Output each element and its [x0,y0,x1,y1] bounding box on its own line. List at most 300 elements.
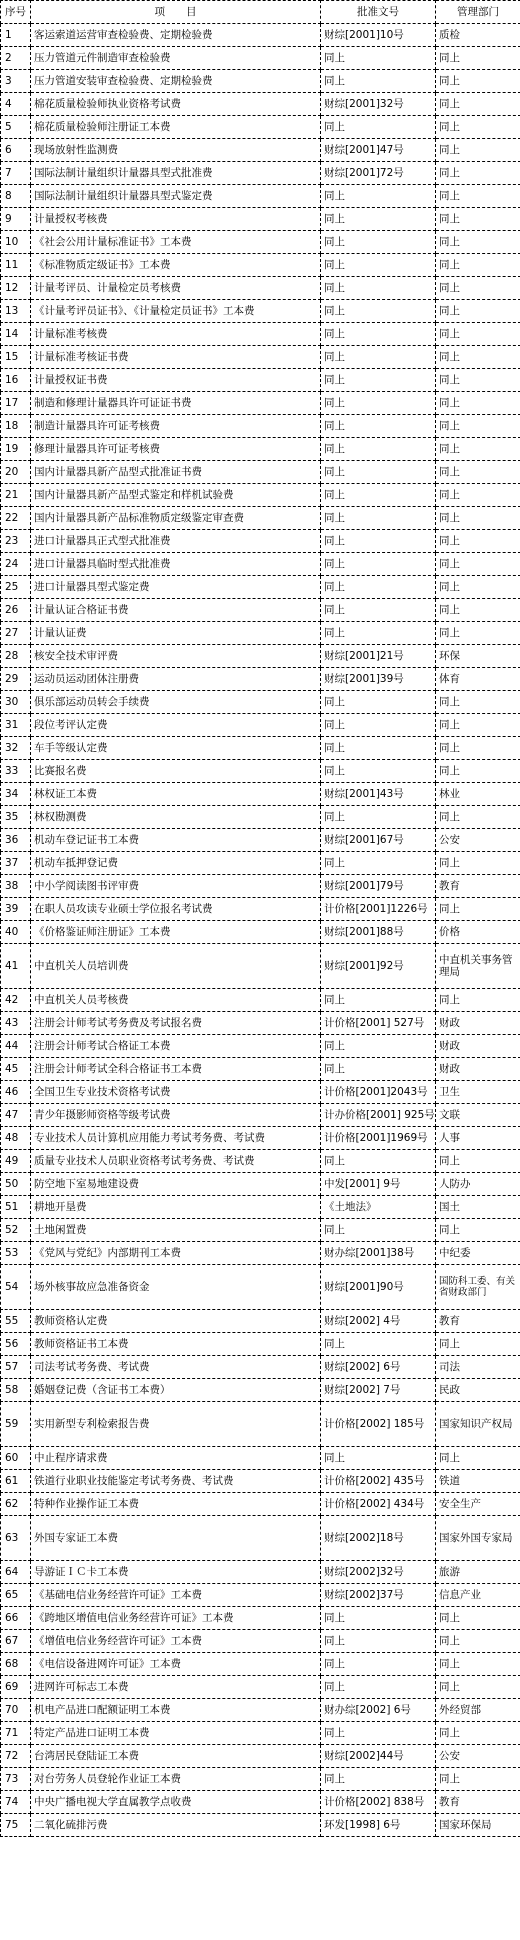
row-item: 压力管道安装审查检验费、定期检验费 [31,70,321,93]
row-approval-doc: 同上 [321,576,436,599]
row-approval-doc: 同上 [321,691,436,714]
row-item: 质量专业技术人员职业资格考试考务费、考试费 [31,1150,321,1173]
row-department: 同上 [436,1150,520,1173]
row-number: 10 [1,231,31,254]
row-number: 30 [1,691,31,714]
table-row [1,691,520,714]
row-department: 财政 [436,1058,520,1081]
table-row [1,300,520,323]
row-item: 机动车登记证书工本费 [31,829,321,852]
row-approval-doc: 财综[2001]88号 [321,921,436,944]
row-approval-doc: 同上 [321,185,436,208]
table-row [1,185,520,208]
table-row [1,1699,520,1722]
row-item: 《计量考评员证书》、《计量检定员证书》工本费 [31,300,321,323]
row-department: 同上 [436,989,520,1012]
row-approval-doc: 财综[2002] 6号 [321,1356,436,1379]
row-number: 18 [1,415,31,438]
table-row [1,1150,520,1173]
row-approval-doc: 财综[2001]43号 [321,783,436,806]
row-item: 机电产品进口配额证明工本费 [31,1699,321,1722]
row-item: 国内计量器具新产品型式鉴定和样机试验费 [31,484,321,507]
row-department: 同上 [436,898,520,921]
table-row [1,1196,520,1219]
table-row [1,1081,520,1104]
table-row [1,1219,520,1242]
row-item: 实用新型专利检索报告费 [31,1402,321,1447]
row-item: 导游证ＩＣ卡工本费 [31,1561,321,1584]
row-approval-doc: 财综[2002]37号 [321,1584,436,1607]
row-department: 同上 [436,1607,520,1630]
row-item: 土地闲置费 [31,1219,321,1242]
row-approval-doc: 同上 [321,116,436,139]
row-number: 46 [1,1081,31,1104]
row-number: 22 [1,507,31,530]
row-approval-doc: 同上 [321,1447,436,1470]
row-department: 国土 [436,1196,520,1219]
row-department: 国家知识产权局 [436,1402,520,1447]
row-number: 63 [1,1516,31,1561]
row-item: 耕地开垦费 [31,1196,321,1219]
row-department: 同上 [436,1722,520,1745]
row-number: 26 [1,599,31,622]
row-item: 特定产品进口证明工本费 [31,1722,321,1745]
row-department: 国家环保局 [436,1814,520,1837]
table-row [1,1173,520,1196]
row-item: 林权证工本费 [31,783,321,806]
row-approval-doc: 同上 [321,530,436,553]
row-number: 68 [1,1653,31,1676]
table-row [1,1814,520,1837]
row-number: 43 [1,1012,31,1035]
row-approval-doc: 同上 [321,760,436,783]
row-department: 同上 [436,1653,520,1676]
table-row [1,553,520,576]
row-item: 青少年摄影师资格等级考试费 [31,1104,321,1127]
row-department: 同上 [436,277,520,300]
row-approval-doc: 财综[2001]92号 [321,944,436,989]
table-row [1,24,520,47]
row-department: 同上 [436,760,520,783]
table-row [1,989,520,1012]
row-approval-doc: 《土地法》 [321,1196,436,1219]
table-row [1,139,520,162]
row-item: 计量标准考核费 [31,323,321,346]
row-number: 50 [1,1173,31,1196]
row-approval-doc: 财综[2002]18号 [321,1516,436,1561]
row-department: 同上 [436,139,520,162]
row-item: 二氧化硫排污费 [31,1814,321,1837]
row-approval-doc: 同上 [321,1219,436,1242]
row-department: 同上 [436,1447,520,1470]
row-approval-doc: 计办价格[2001] 925号 [321,1104,436,1127]
row-department: 同上 [436,369,520,392]
row-item: 《社会公用计量标准证书》工本费 [31,231,321,254]
header-dept: 管理部门 [436,1,520,24]
row-number: 69 [1,1676,31,1699]
row-item: 进口计量器具临时型式批准费 [31,553,321,576]
row-approval-doc: 财综[2001]72号 [321,162,436,185]
row-number: 19 [1,438,31,461]
row-number: 25 [1,576,31,599]
row-approval-doc: 同上 [321,507,436,530]
row-approval-doc: 同上 [321,300,436,323]
row-approval-doc: 财综[2001]47号 [321,139,436,162]
row-number: 20 [1,461,31,484]
row-item: 防空地下室易地建设费 [31,1173,321,1196]
row-number: 42 [1,989,31,1012]
row-number: 56 [1,1333,31,1356]
row-item: 国内计量器具新产品型式批准证书费 [31,461,321,484]
row-approval-doc: 计价格[2002] 185号 [321,1402,436,1447]
row-item: 进口计量器具正式型式批准费 [31,530,321,553]
row-item: 计量授权证书费 [31,369,321,392]
row-number: 66 [1,1607,31,1630]
row-approval-doc: 同上 [321,323,436,346]
row-number: 57 [1,1356,31,1379]
row-item: 注册会计师考试合格证工本费 [31,1035,321,1058]
row-approval-doc: 同上 [321,392,436,415]
row-item: 俱乐部运动员转会手续费 [31,691,321,714]
row-department: 同上 [436,530,520,553]
table-row [1,760,520,783]
row-department: 同上 [436,484,520,507]
row-item: 车手等级认定费 [31,737,321,760]
row-item: 特种作业操作证工本费 [31,1493,321,1516]
row-number: 4 [1,93,31,116]
row-approval-doc: 同上 [321,231,436,254]
table-row [1,1561,520,1584]
table-row [1,1356,520,1379]
row-approval-doc: 同上 [321,622,436,645]
table-row [1,1242,520,1265]
row-department: 同上 [436,622,520,645]
row-approval-doc: 同上 [321,599,436,622]
row-number: 27 [1,622,31,645]
row-department: 信息产业 [436,1584,520,1607]
table-row [1,507,520,530]
table-row [1,1745,520,1768]
row-department: 中直机关事务管理局 [436,944,520,989]
row-item: 教师资格证书工本费 [31,1333,321,1356]
row-department: 铁道 [436,1470,520,1493]
table-row [1,254,520,277]
row-department: 同上 [436,162,520,185]
row-approval-doc: 同上 [321,852,436,875]
row-department: 司法 [436,1356,520,1379]
header-doc: 批准文号 [321,1,436,24]
row-department: 同上 [436,1333,520,1356]
row-department: 质检 [436,24,520,47]
row-department: 同上 [436,47,520,70]
row-number: 11 [1,254,31,277]
row-item: 《电信设备进网许可证》工本费 [31,1653,321,1676]
table-row [1,116,520,139]
row-number: 49 [1,1150,31,1173]
row-item: 计量认证合格证书费 [31,599,321,622]
table-row [1,1722,520,1745]
row-approval-doc: 计价格[2002] 435号 [321,1470,436,1493]
row-department: 中纪委 [436,1242,520,1265]
table-row [1,277,520,300]
row-approval-doc: 计价格[2001]1969号 [321,1127,436,1150]
row-approval-doc: 同上 [321,1607,436,1630]
row-item: 修理计量器具许可证考核费 [31,438,321,461]
row-number: 17 [1,392,31,415]
row-department: 同上 [436,185,520,208]
row-number: 7 [1,162,31,185]
row-approval-doc: 同上 [321,553,436,576]
table-row [1,461,520,484]
row-number: 71 [1,1722,31,1745]
row-number: 14 [1,323,31,346]
table-row [1,1379,520,1402]
row-approval-doc: 同上 [321,714,436,737]
row-department: 同上 [436,553,520,576]
row-department: 同上 [436,852,520,875]
row-department: 同上 [436,438,520,461]
row-number: 67 [1,1630,31,1653]
row-approval-doc: 同上 [321,1722,436,1745]
row-item: 《价格鉴证师注册证》工本费 [31,921,321,944]
row-item: 计量考评员、计量检定员考核费 [31,277,321,300]
row-approval-doc: 同上 [321,737,436,760]
row-department: 国家外国专家局 [436,1516,520,1561]
row-approval-doc: 财综[2002]32号 [321,1561,436,1584]
row-approval-doc: 同上 [321,1653,436,1676]
row-number: 38 [1,875,31,898]
row-number: 51 [1,1196,31,1219]
table-row [1,875,520,898]
row-department: 财政 [436,1035,520,1058]
row-department: 同上 [436,1676,520,1699]
row-number: 64 [1,1561,31,1584]
row-department: 安全生产 [436,1493,520,1516]
table-row [1,1493,520,1516]
row-approval-doc: 计价格[2002] 434号 [321,1493,436,1516]
row-number: 59 [1,1402,31,1447]
row-approval-doc: 计价格[2002] 838号 [321,1791,436,1814]
row-number: 48 [1,1127,31,1150]
row-approval-doc: 同上 [321,989,436,1012]
row-department: 同上 [436,392,520,415]
row-number: 70 [1,1699,31,1722]
row-number: 41 [1,944,31,989]
row-department: 同上 [436,231,520,254]
row-number: 15 [1,346,31,369]
row-item: 《增值电信业务经营许可证》工本费 [31,1630,321,1653]
table-row [1,1265,520,1310]
table-row [1,944,520,989]
row-approval-doc: 财综[2002] 7号 [321,1379,436,1402]
row-approval-doc: 同上 [321,1058,436,1081]
row-department: 同上 [436,70,520,93]
row-item: 铁道行业职业技能鉴定考试考务费、考试费 [31,1470,321,1493]
row-department: 价格 [436,921,520,944]
table-row [1,323,520,346]
table-row [1,231,520,254]
row-number: 54 [1,1265,31,1310]
row-number: 8 [1,185,31,208]
row-department: 同上 [436,208,520,231]
row-number: 36 [1,829,31,852]
row-item: 国际法制计量组织计量器具型式批准费 [31,162,321,185]
row-approval-doc: 同上 [321,806,436,829]
row-department: 人事 [436,1127,520,1150]
table-row [1,1310,520,1333]
row-item: 计量标准考核证书费 [31,346,321,369]
row-number: 62 [1,1493,31,1516]
row-department: 旅游 [436,1561,520,1584]
row-department: 同上 [436,691,520,714]
row-number: 12 [1,277,31,300]
row-number: 34 [1,783,31,806]
table-row [1,484,520,507]
table-row [1,1012,520,1035]
row-number: 13 [1,300,31,323]
row-item: 教师资格认定费 [31,1310,321,1333]
row-item: 专业技术人员计算机应用能力考试考务费、考试费 [31,1127,321,1150]
row-department: 体育 [436,668,520,691]
row-item: 段位考评认定费 [31,714,321,737]
row-item: 中直机关人员考核费 [31,989,321,1012]
row-approval-doc: 同上 [321,208,436,231]
row-approval-doc: 财综[2001]90号 [321,1265,436,1310]
row-department: 同上 [436,346,520,369]
row-number: 35 [1,806,31,829]
row-item: 中止程序请求费 [31,1447,321,1470]
row-approval-doc: 同上 [321,438,436,461]
table-row [1,1127,520,1150]
row-approval-doc: 财综[2001]32号 [321,93,436,116]
row-department: 林业 [436,783,520,806]
row-item: 台湾居民登陆证工本费 [31,1745,321,1768]
row-department: 卫生 [436,1081,520,1104]
table-row [1,1470,520,1493]
row-number: 55 [1,1310,31,1333]
row-number: 3 [1,70,31,93]
table-row [1,346,520,369]
row-approval-doc: 环发[1998] 6号 [321,1814,436,1837]
row-department: 同上 [436,714,520,737]
row-item: 运动员运动团体注册费 [31,668,321,691]
table-row [1,1516,520,1561]
row-approval-doc: 财综[2002] 4号 [321,1310,436,1333]
row-item: 婚姻登记费（含证书工本费） [31,1379,321,1402]
table-row [1,208,520,231]
row-department: 人防办 [436,1173,520,1196]
row-department: 同上 [436,507,520,530]
row-department: 同上 [436,461,520,484]
row-department: 同上 [436,599,520,622]
row-department: 同上 [436,93,520,116]
row-number: 29 [1,668,31,691]
row-department: 教育 [436,1791,520,1814]
row-approval-doc: 同上 [321,1150,436,1173]
table-row [1,921,520,944]
row-item: 进网许可标志工本费 [31,1676,321,1699]
row-number: 53 [1,1242,31,1265]
row-number: 73 [1,1768,31,1791]
row-department: 环保 [436,645,520,668]
row-department: 同上 [436,1219,520,1242]
table-row [1,1104,520,1127]
row-number: 5 [1,116,31,139]
row-department: 民政 [436,1379,520,1402]
row-item: 核安全技术审评费 [31,645,321,668]
row-item: 棉花质量检验师注册证工本费 [31,116,321,139]
table-row [1,1447,520,1470]
table-row [1,70,520,93]
row-item: 中直机关人员培训费 [31,944,321,989]
row-department: 公安 [436,1745,520,1768]
row-department: 同上 [436,576,520,599]
row-department: 同上 [436,254,520,277]
header-no: 序号 [1,1,31,24]
row-approval-doc: 同上 [321,254,436,277]
row-approval-doc: 同上 [321,369,436,392]
table-row [1,1607,520,1630]
row-item: 外国专家证工本费 [31,1516,321,1561]
row-number: 60 [1,1447,31,1470]
row-approval-doc: 同上 [321,1035,436,1058]
row-number: 75 [1,1814,31,1837]
table-row [1,1058,520,1081]
row-number: 47 [1,1104,31,1127]
header-item: 项 目 [31,1,321,24]
row-item: 制造和修理计量器具许可证证书费 [31,392,321,415]
row-number: 33 [1,760,31,783]
row-approval-doc: 中发[2001] 9号 [321,1173,436,1196]
table-row [1,1402,520,1447]
row-approval-doc: 计价格[2001]2043号 [321,1081,436,1104]
row-approval-doc: 同上 [321,1768,436,1791]
row-approval-doc: 计价格[2001]1226号 [321,898,436,921]
table-row [1,438,520,461]
row-number: 16 [1,369,31,392]
row-number: 21 [1,484,31,507]
table-row [1,1630,520,1653]
row-item: 在职人员攻读专业硕士学位报名考试费 [31,898,321,921]
row-item: 场外核事故应急准备资金 [31,1265,321,1310]
table-row [1,369,520,392]
row-item: 进口计量器具型式鉴定费 [31,576,321,599]
row-approval-doc: 财综[2001]79号 [321,875,436,898]
row-item: 对台劳务人员登轮作业证工本费 [31,1768,321,1791]
row-item: 《跨地区增值电信业务经营许可证》工本费 [31,1607,321,1630]
row-approval-doc: 财综[2001]21号 [321,645,436,668]
table-row [1,415,520,438]
row-number: 39 [1,898,31,921]
row-number: 23 [1,530,31,553]
table-row [1,1791,520,1814]
row-number: 1 [1,24,31,47]
row-department: 同上 [436,737,520,760]
row-item: 比赛报名费 [31,760,321,783]
row-approval-doc: 同上 [321,70,436,93]
table-row [1,530,520,553]
row-department: 公安 [436,829,520,852]
row-item: 制造计量器具许可证考核费 [31,415,321,438]
row-approval-doc: 同上 [321,277,436,300]
table-row [1,1035,520,1058]
table-row [1,162,520,185]
row-number: 61 [1,1470,31,1493]
row-department: 同上 [436,300,520,323]
row-approval-doc: 财综[2001]67号 [321,829,436,852]
table-row [1,622,520,645]
row-department: 同上 [436,806,520,829]
